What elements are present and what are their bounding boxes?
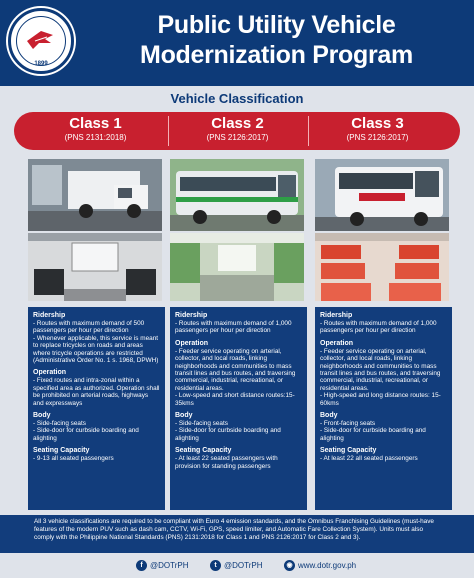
section-heading: Seating Capacity (175, 447, 232, 455)
ridership-section (175, 311, 302, 335)
operation-section (175, 339, 302, 407)
section-heading: Seating Capacity (320, 447, 377, 455)
ridership-section (33, 311, 160, 364)
list-item: - Routes with maximum demand of 1,000 passengers per hour per direction (175, 320, 292, 335)
seating-capacity-section (320, 446, 447, 462)
seal-year: 1899 (34, 61, 48, 67)
list-item: - 9-13 all seated passengers (33, 455, 114, 463)
class-1-name: Class 1 (69, 115, 122, 132)
website-url: www.dotr.gov.ph (298, 561, 357, 570)
class-1-info-panel (28, 307, 165, 510)
compliance-footnote: All 3 vehicle classifications are required to be compliant with Euro 4 emission standards, and the Omnibus Franchising Guidelines (must-have features of the modern PUV such as dash cam, CCTV, Wi-Fi, GPS, speed limiter, and Automatic Fare Collection System). Units must also comply with the Philippine National Standards (PNS) 2131:2018 for Class 1 and PNS 2126:2017 for Class 2 and 3). (0, 515, 474, 553)
class-3-header (310, 112, 445, 150)
operation-section (320, 339, 447, 407)
list-item: - Side-door for curbside boarding and alighting (33, 427, 139, 442)
website-link[interactable] (284, 560, 356, 571)
facebook-link[interactable] (136, 560, 189, 571)
section-heading: Operation (175, 339, 209, 347)
body-section (175, 411, 302, 442)
class-1-header (28, 112, 163, 150)
section-heading: Ridership (175, 312, 208, 319)
section-heading: Operation (320, 339, 354, 347)
class-1-exterior-photo (28, 159, 162, 231)
seating-capacity-section (175, 446, 302, 470)
class-3-exterior-photo (315, 159, 449, 231)
list-item: - High-speed and long distance routes: 15-60kms (320, 392, 441, 407)
list-item: - Side-door for curbside boarding and alighting (320, 427, 426, 442)
class-2-exterior-photo (170, 159, 304, 231)
class-3-name: Class 3 (351, 115, 404, 132)
dotr-seal-logo (8, 8, 74, 74)
class-1-interior-photo (28, 233, 162, 301)
class-2-name: Class 2 (211, 115, 264, 132)
list-item: - Feeder service operating on arterial, collector, and local roads, linking neighborhoods and communities to mass transit lines and bus routes, and traversing commercial, industrial, recreational, or residential areas. (320, 347, 441, 392)
class-2-interior-photo (170, 233, 304, 301)
section-subtitle: Vehicle Classification (170, 91, 304, 106)
class-2-info-panel (170, 307, 307, 510)
section-heading: Body (33, 412, 51, 420)
header-banner (0, 0, 474, 86)
class-2-header (170, 112, 305, 150)
list-item: - Whenever applicable, this service is meant to replace tricycles on roads and areas where tricycle operations are restricted (Administrative Order No. 1 s. 1968, DPWH) (33, 334, 159, 365)
list-item: - At least 22 seated passengers with provision for standing passengers (175, 455, 278, 470)
class-3-info-panel (315, 307, 452, 510)
section-heading: Body (320, 412, 338, 420)
class-divider (308, 116, 309, 146)
list-item: - Routes with maximum demand of 1,000 passengers per hour per direction (320, 320, 437, 335)
ridership-section (320, 311, 447, 335)
body-section (320, 411, 447, 442)
seating-capacity-section (33, 446, 160, 462)
page-title (84, 10, 469, 70)
list-item: - Side-facing seats (175, 420, 228, 428)
list-item: - Low-speed and short distance routes:15-35kms (175, 392, 295, 407)
section-heading: Ridership (320, 312, 353, 319)
section-heading: Ridership (33, 312, 66, 319)
list-item: - At least 22 all seated passengers (320, 455, 418, 463)
title-line-1: Public Utility Vehicle (157, 11, 396, 39)
bird-emblem-icon (25, 27, 55, 51)
twitter-link[interactable] (210, 560, 263, 571)
class-divider (168, 116, 169, 146)
section-heading: Body (175, 412, 193, 420)
title-line-2: Modernization Program (140, 41, 413, 69)
social-links-bar (0, 557, 474, 575)
class-1-pns: (PNS 2131:2018) (64, 133, 127, 142)
operation-section (33, 368, 160, 407)
list-item: - Fixed routes and intra-zonal within a specified area as authorized. Operation shall be prohibited on arterial roads, highways and expressways (33, 377, 160, 407)
twitter-icon: t (210, 560, 221, 571)
list-item: - Side-facing seats (33, 420, 86, 428)
globe-icon: ◉ (284, 560, 295, 571)
class-2-pns: (PNS 2126:2017) (206, 133, 269, 142)
list-item: - Side-door for curbside boarding and alighting (175, 427, 281, 442)
class-3-pns: (PNS 2126:2017) (346, 133, 409, 142)
list-item: - Front-facing seats (320, 420, 376, 428)
body-section (33, 411, 160, 442)
list-item: - Feeder service operating on arterial, collector, and local roads, linking neighborhoods and communities to mass transit lines and bus routes, and traversing commercial, industrial, recreational, or residential areas. (175, 347, 296, 392)
section-heading: Seating Capacity (33, 447, 90, 455)
class-3-interior-photo (315, 233, 449, 301)
section-heading: Operation (33, 369, 67, 377)
list-item: - Routes with maximum demand of 500 passengers per hour per direction (33, 320, 145, 335)
facebook-icon: f (136, 560, 147, 571)
facebook-handle: @DOTrPH (150, 561, 189, 570)
twitter-handle: @DOTrPH (224, 561, 263, 570)
